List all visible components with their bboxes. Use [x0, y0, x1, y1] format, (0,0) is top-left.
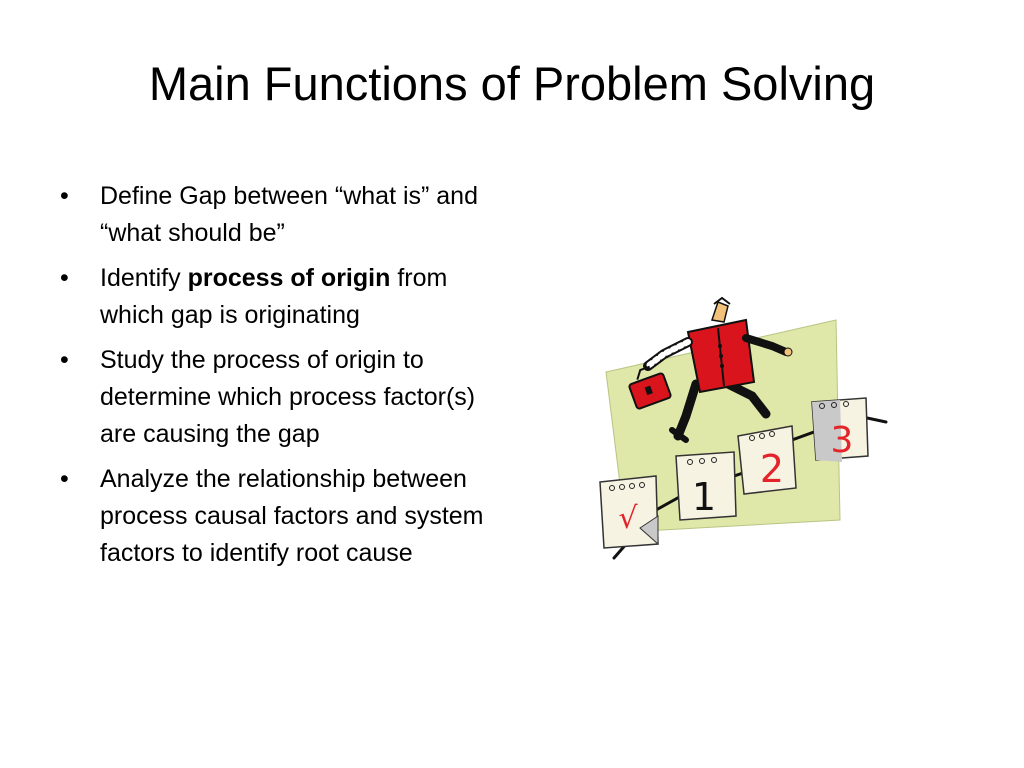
bullet-text: Study the process of origin to determine which process factor(s) are causing the gap — [100, 346, 476, 448]
bullet-item — [58, 260, 498, 334]
calendar-label: 3 — [830, 420, 854, 461]
calendar-page-3 — [812, 398, 868, 462]
bullet-marker: • — [60, 264, 69, 292]
bullet-item — [58, 178, 498, 252]
bullet-marker: • — [60, 465, 69, 493]
bullet-list — [58, 178, 498, 580]
bullet-item — [58, 461, 498, 572]
calendar-page-1 — [676, 452, 736, 520]
slide-title: Main Functions of Problem Solving — [148, 57, 876, 110]
bullet-text: Define Gap between “what is” and “what should be” — [100, 182, 478, 247]
calendar-label: 2 — [759, 447, 785, 491]
bullet-text-bold: process of origin — [187, 264, 391, 292]
bullet-marker: • — [60, 182, 69, 210]
bullet-marker: • — [60, 346, 69, 374]
calendar-page-2 — [738, 426, 796, 494]
calendar-label: 1 — [691, 475, 717, 519]
businessman-stepping-calendar-pages-icon — [596, 296, 896, 566]
bullet-text-suffix: from which gap is originating — [100, 264, 448, 329]
calendar-page-check — [600, 476, 658, 548]
bullet-item — [58, 342, 498, 453]
calendar-label: √ — [618, 501, 638, 536]
bullet-text: Analyze the relationship between process causal factors and system factors to identify root cause — [100, 465, 484, 567]
bullet-text-prefix: Identify — [100, 264, 188, 292]
